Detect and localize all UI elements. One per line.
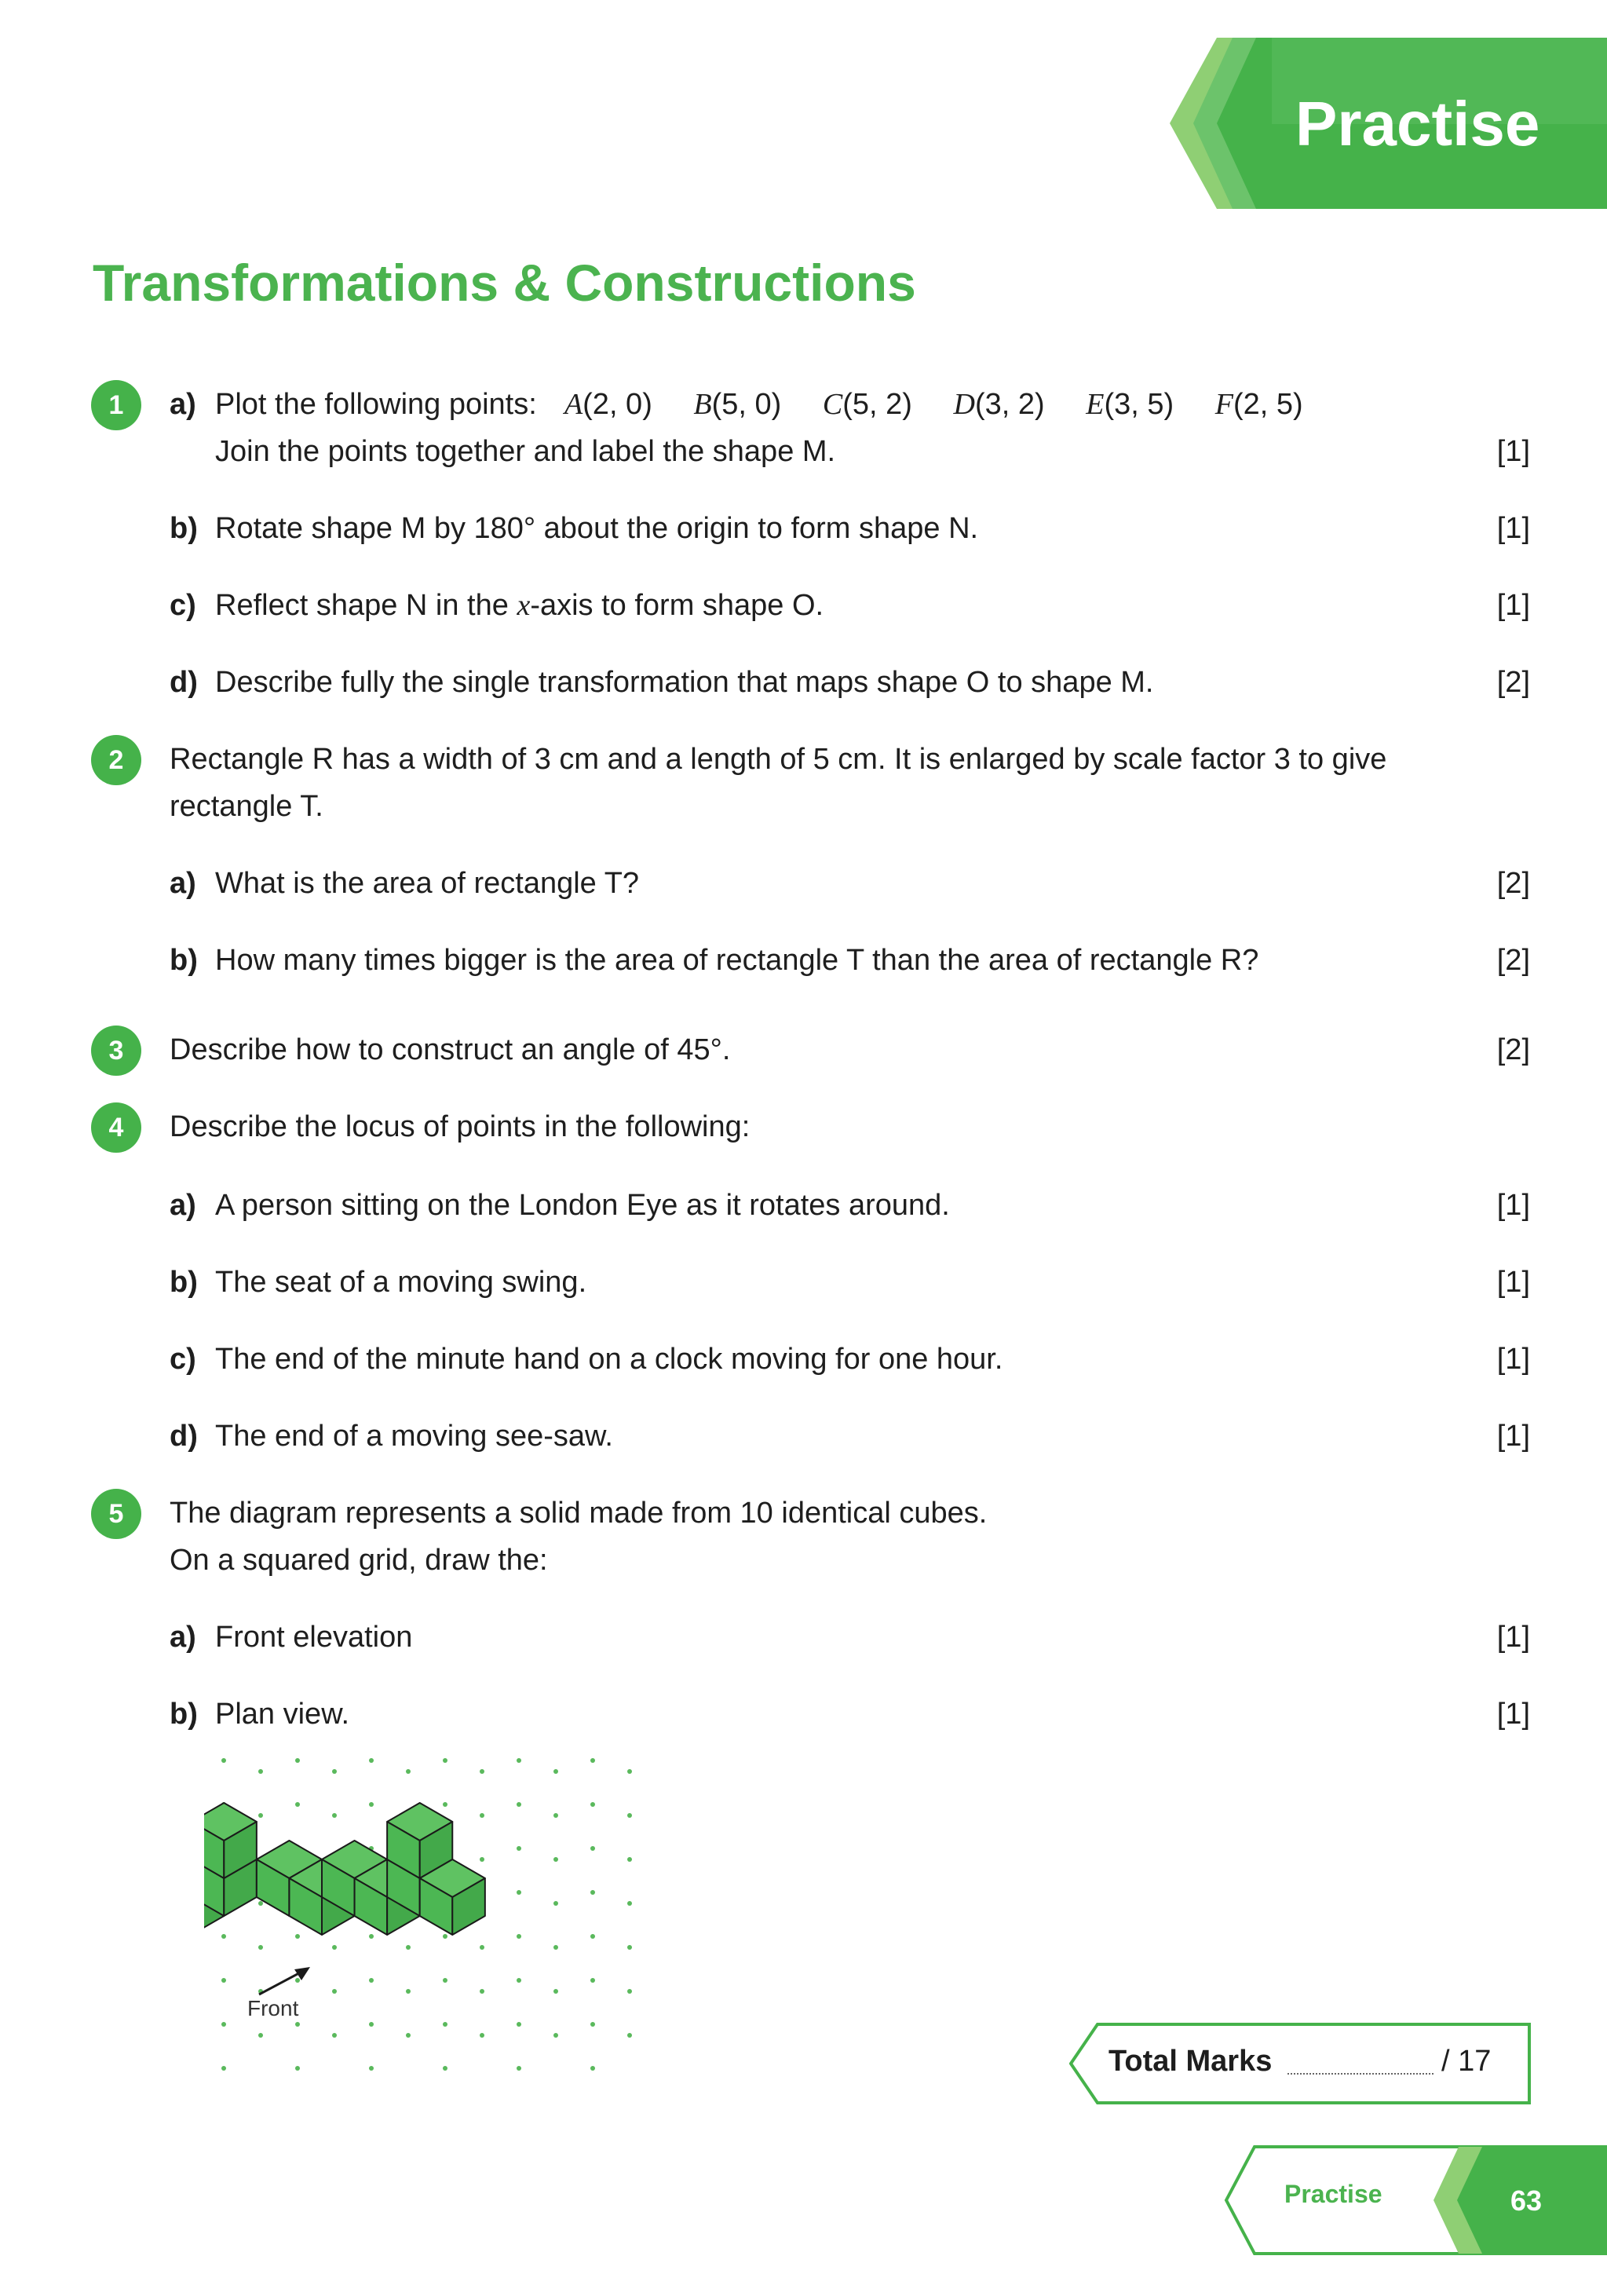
q1c-mark: [1] (1496, 589, 1530, 622)
grid-dot (590, 1846, 595, 1851)
q1d-mark: [2] (1496, 666, 1530, 699)
grid-dot (553, 2033, 558, 2038)
q1a-label: a) (170, 388, 196, 421)
grid-dot (443, 1802, 447, 1807)
grid-dot (590, 2022, 595, 2027)
grid-dot (295, 2066, 300, 2071)
grid-dot (517, 1846, 521, 1851)
grid-dot (517, 1890, 521, 1895)
grid-dot (221, 2066, 226, 2071)
grid-dot (553, 1901, 558, 1906)
q1a-mark: [1] (1496, 435, 1530, 468)
q3-mark: [2] (1496, 1033, 1530, 1066)
grid-dot (480, 1857, 484, 1862)
grid-dot (517, 1802, 521, 1807)
grid-dot (517, 1934, 521, 1939)
q1b-mark: [1] (1496, 512, 1530, 545)
grid-dot (258, 2033, 263, 2038)
grid-dot (517, 2022, 521, 2027)
grid-dot (332, 2033, 337, 2038)
grid-dot (480, 1945, 484, 1950)
grid-dot (517, 2066, 521, 2071)
front-arrow (259, 1967, 310, 1994)
grid-dot (295, 1978, 300, 1983)
q5a-mark: [1] (1496, 1621, 1530, 1654)
grid-dot (443, 1758, 447, 1763)
grid-dot (369, 2066, 374, 2071)
grid-dot (332, 1769, 337, 1774)
q5b: b) Plan view. (170, 1698, 350, 1731)
grid-dot (590, 1758, 595, 1763)
q2-stem-line2: rectangle T. (170, 790, 323, 823)
q2b-mark: [2] (1496, 944, 1530, 977)
grid-dot (590, 1890, 595, 1895)
q5b-mark: [1] (1496, 1698, 1530, 1731)
grid-dot (295, 2022, 300, 2027)
question-number-3: 3 (91, 1026, 141, 1076)
grid-dot (406, 1769, 411, 1774)
grid-dot (480, 1989, 484, 1994)
question-number-5: 5 (91, 1489, 141, 1539)
grid-dot (406, 1945, 411, 1950)
grid-dot (258, 1901, 263, 1906)
q1a-line2: Join the points together and label the shape M. (215, 435, 836, 468)
grid-dot (480, 1769, 484, 1774)
grid-dot (258, 1813, 263, 1818)
point-b: B(5, 0) (693, 388, 782, 421)
grid-dot (258, 1769, 263, 1774)
grid-dot (553, 1945, 558, 1950)
q5-stem-line1: The diagram represents a solid made from 10 identical cubes. (170, 1497, 988, 1530)
grid-dot (258, 1945, 263, 1950)
grid-dot (369, 2022, 374, 2027)
grid-dot (627, 1813, 632, 1818)
q5a: a) Front elevation (170, 1621, 413, 1654)
q1c: c) Reflect shape N in the x-axis to form shape O. (170, 589, 824, 622)
q4a-mark: [1] (1496, 1189, 1530, 1222)
q5-stem-line2: On a squared grid, draw the: (170, 1544, 548, 1577)
grid-dot (443, 1978, 447, 1983)
grid-dot (480, 1813, 484, 1818)
footer-tab (1223, 2144, 1607, 2257)
grid-dot (517, 1758, 521, 1763)
footer-label: Practise (1284, 2180, 1382, 2208)
q2b: b) How many times bigger is the area of rectangle T than the area of rectangle R? (170, 944, 1259, 977)
point-e: E(3, 5) (1086, 388, 1174, 421)
grid-dot (406, 1989, 411, 1994)
grid-dot (590, 2066, 595, 2071)
q4-stem: Describe the locus of points in the following: (170, 1110, 751, 1143)
q4d-mark: [1] (1496, 1420, 1530, 1453)
q4d: d) The end of a moving see-saw. (170, 1420, 613, 1453)
total-marks-denominator: / 17 (1441, 2045, 1492, 2078)
question-number-1: 1 (91, 380, 141, 430)
grid-dot (517, 1978, 521, 1983)
total-marks-label: Total Marks (1108, 2045, 1273, 2078)
grid-dot (332, 1989, 337, 1994)
q2-stem-line1: Rectangle R has a width of 3 cm and a length of 5 cm. It is enlarged by scale factor 3 to give (170, 743, 1387, 776)
grid-dot (553, 1769, 558, 1774)
grid-dot (590, 1978, 595, 1983)
question-number-2: 2 (91, 735, 141, 785)
grid-dot (480, 2033, 484, 2038)
grid-dot (369, 1978, 374, 1983)
grid-dot (553, 1857, 558, 1862)
grid-dot (443, 1934, 447, 1939)
q3-text: Describe how to construct an angle of 45°. (170, 1033, 731, 1066)
grid-dot (295, 1758, 300, 1763)
page-title: Transformations & Constructions (93, 254, 916, 312)
q4b-mark: [1] (1496, 1266, 1530, 1299)
point-c: C(5, 2) (822, 388, 912, 421)
q1d: d) Describe fully the single transformation that maps shape O to shape M. (170, 666, 1154, 699)
q1a-prefix: Plot the following points: (215, 388, 537, 421)
grid-dot (332, 1945, 337, 1950)
q4c-mark: [1] (1496, 1343, 1530, 1376)
page-number: 63 (1510, 2184, 1543, 2217)
cube-solid (204, 1803, 485, 1935)
front-label: Front (247, 1996, 299, 2020)
grid-dot (221, 1758, 226, 1763)
isometric-cube-diagram (204, 1751, 644, 2081)
point-a: A(2, 0) (564, 388, 652, 421)
grid-dot (627, 1857, 632, 1862)
grid-dot (627, 1945, 632, 1950)
point-f: F(2, 5) (1214, 388, 1303, 421)
q1a-line1 (170, 386, 1336, 422)
q1b: b) Rotate shape M by 180° about the origin to form shape N. (170, 512, 979, 545)
grid-dot (221, 1978, 226, 1983)
grid-dot (443, 2066, 447, 2071)
grid-dot (590, 1802, 595, 1807)
grid-dot (221, 2022, 226, 2027)
q4a: a) A person sitting on the London Eye as it rotates around. (170, 1189, 950, 1222)
grid-dot (627, 1989, 632, 1994)
q2a: a) What is the area of rectangle T? (170, 867, 640, 900)
grid-dot (369, 1802, 374, 1807)
grid-dot (221, 1934, 226, 1939)
grid-dot (553, 1989, 558, 1994)
q4c: c) The end of the minute hand on a clock moving for one hour. (170, 1343, 1003, 1376)
grid-dot (553, 1813, 558, 1818)
q2a-mark: [2] (1496, 867, 1530, 900)
question-number-4: 4 (91, 1102, 141, 1153)
grid-dot (406, 2033, 411, 2038)
grid-dot (332, 1813, 337, 1818)
grid-dot (443, 2022, 447, 2027)
grid-dot (627, 1769, 632, 1774)
banner-title: Practise (1295, 89, 1540, 159)
grid-dot (295, 1934, 300, 1939)
grid-dot (369, 1934, 374, 1939)
grid-dot (627, 2033, 632, 2038)
grid-dot (627, 1901, 632, 1906)
q4b: b) The seat of a moving swing. (170, 1266, 587, 1299)
point-d: D(3, 2) (953, 388, 1045, 421)
total-marks-answer-line (1287, 2073, 1434, 2075)
grid-dot (590, 1934, 595, 1939)
grid-dot (369, 1758, 374, 1763)
grid-dot (295, 1802, 300, 1807)
